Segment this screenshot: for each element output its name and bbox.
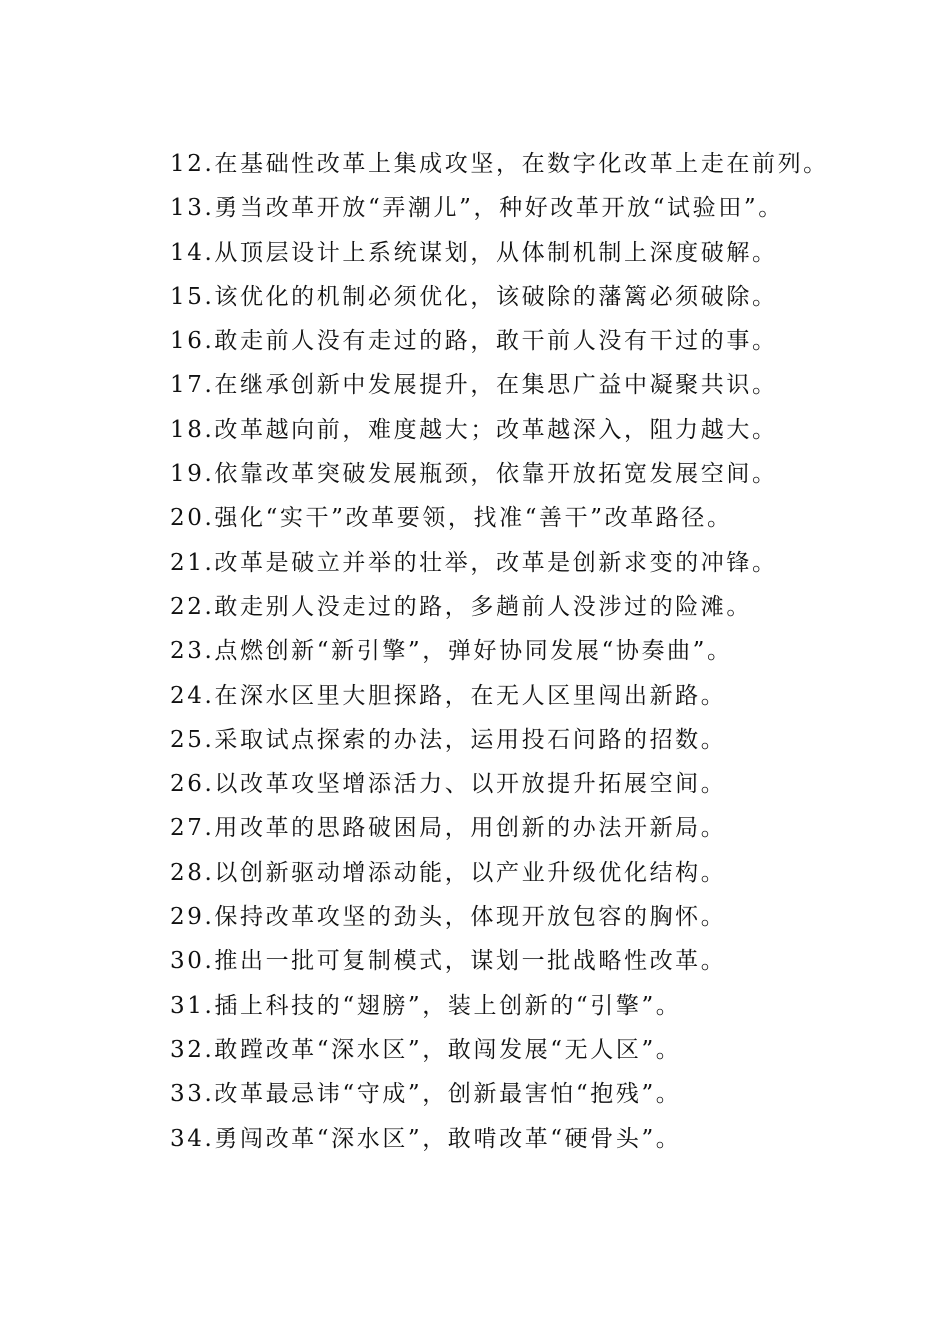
list-item: 32.敢蹚改革“深水区”，敢闯发展“无人区”。 bbox=[170, 1036, 682, 1063]
list-item: 19.依靠改革突破发展瓶颈，依靠开放拓宽发展空间。 bbox=[170, 461, 778, 488]
list-item: 21.改革是破立并举的壮举，改革是创新求变的冲锋。 bbox=[170, 549, 778, 576]
list-item: 33.改革最忌讳“守成”，创新最害怕“抱残”。 bbox=[170, 1081, 682, 1108]
slogan-list bbox=[170, 142, 910, 1161]
list-item: 31.插上科技的“翅膀”，装上创新的“引擎”。 bbox=[170, 992, 682, 1019]
list-item: 28.以创新驱动增添动能，以产业升级优化结构。 bbox=[170, 859, 727, 886]
list-item: 12.在基础性改革上集成攻坚，在数字化改革上走在前列。 bbox=[170, 151, 829, 177]
list-item: 25.采取试点探索的办法，运用投石问路的招数。 bbox=[170, 726, 727, 753]
list-item: 34.勇闯改革“深水区”，敢啃改革“硬骨头”。 bbox=[170, 1125, 682, 1152]
list-item: 26.以改革攻坚增添活力、以开放提升拓展空间。 bbox=[170, 771, 727, 798]
list-item: 22.敢走别人没走过的路，多趟前人没涉过的险滩。 bbox=[170, 593, 752, 620]
list-item: 27.用改革的思路破困局，用创新的办法开新局。 bbox=[170, 815, 727, 842]
list-item: 17.在继承创新中发展提升，在集思广益中凝聚共识。 bbox=[170, 372, 778, 399]
list-item: 14.从顶层设计上系统谋划，从体制机制上深度破解。 bbox=[170, 239, 778, 266]
list-item: 29.保持改革攻坚的劲头，体现开放包容的胸怀。 bbox=[170, 904, 727, 931]
list-item: 23.点燃创新“新引擎”，弹好协同发展“协奏曲”。 bbox=[170, 638, 733, 665]
list-item: 20.强化“实干”改革要领，找准“善干”改革路径。 bbox=[170, 505, 733, 532]
list-item: 30.推出一批可复制模式，谋划一批战略性改革。 bbox=[170, 948, 727, 975]
list-item: 16.敢走前人没有走过的路，敢干前人没有干过的事。 bbox=[170, 328, 778, 355]
list-item: 18.改革越向前，难度越大；改革越深入，阻力越大。 bbox=[170, 416, 778, 443]
list-item: 15.该优化的机制必须优化，该破除的藩篱必须破除。 bbox=[170, 283, 778, 310]
list-item: 24.在深水区里大胆探路，在无人区里闯出新路。 bbox=[170, 682, 727, 709]
list-item: 13.勇当改革开放“弄潮儿”，种好改革开放“试验田”。 bbox=[170, 195, 784, 222]
